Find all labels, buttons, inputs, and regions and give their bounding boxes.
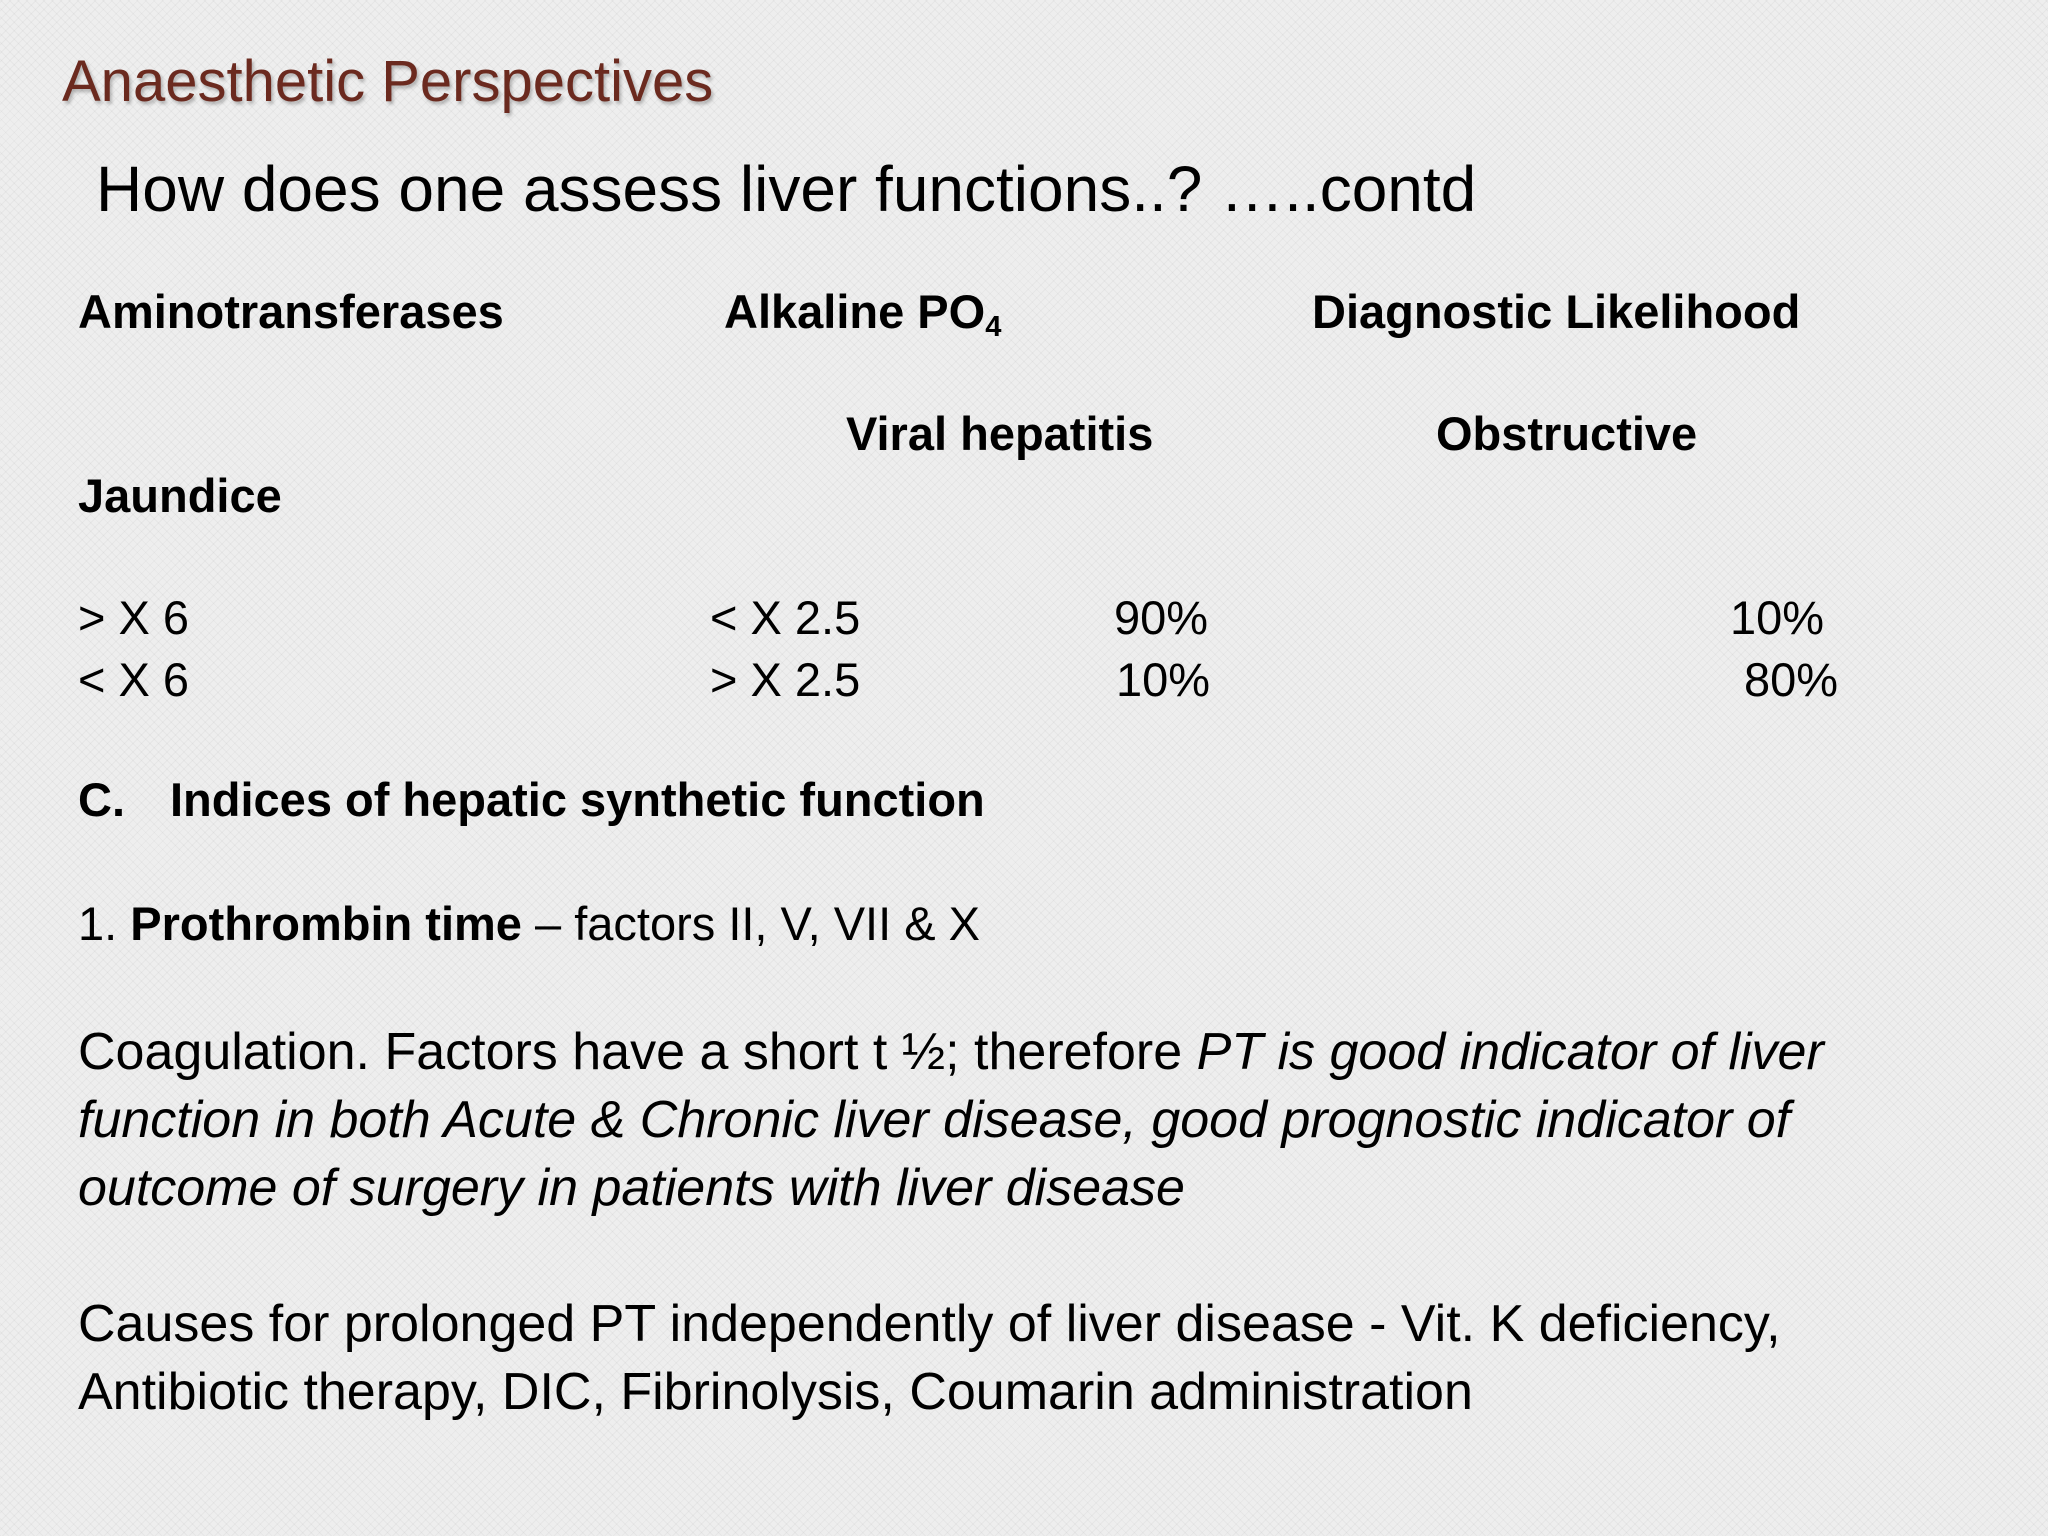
subheader-obstructive: Obstructive [1436,407,1698,460]
item-rest: – factors II, V, VII & X [535,897,980,950]
section-c-letter: C. [78,773,125,826]
slide-heading: How does one assess liver functions..? …..contd [96,153,1477,225]
subheader-jaundice: Jaundice [78,469,282,522]
table-row-1-obstructive: 10% [1730,591,1825,644]
prothrombin-line [78,896,980,951]
table-row-2-viral: 10% [1116,653,1211,706]
section-c-heading [78,772,985,827]
table-row-1-viral: 90% [1114,591,1209,644]
coagulation-plain: Coagulation. Factors have a short t ½; therefore [78,1023,1197,1081]
item-title: Prothrombin time [130,897,522,950]
table-row-2-alkaline: > X 2.5 [710,653,861,706]
col-header-diagnostic: Diagnostic Likelihood [1312,285,1801,338]
subheader-viral: Viral hepatitis [846,407,1154,460]
table-row-2-obstructive: 80% [1744,653,1839,706]
header-title: Anaesthetic Perspectives [62,49,714,114]
table-row-1-aminotransferases: > X 6 [78,591,190,644]
table-row-2-aminotransferases: < X 6 [78,653,190,706]
causes-paragraph: Causes for prolonged PT independently of liver disease - Vit. K deficiency, Antibiotic therapy, DIC, Fibrinolysis, Coumarin administration [78,1295,1781,1421]
item-number: 1. [78,897,118,950]
table-row-1-alkaline: < X 2.5 [710,591,861,644]
coagulation-italic: PT is good indicator of liver function in both Acute & Chronic liver disease, good prognostic indicator of outcome of surgery in patients with liver disease [78,1023,1824,1217]
col-header-alkaline [724,284,1002,344]
section-c-title: Indices of hepatic synthetic function [170,773,985,826]
alkaline-label: Alkaline PO [724,285,986,338]
alkaline-subscript: 4 [985,311,1002,344]
col-header-aminotransferases: Aminotransferases [78,285,504,338]
coagulation-paragraph [78,1018,1978,1222]
